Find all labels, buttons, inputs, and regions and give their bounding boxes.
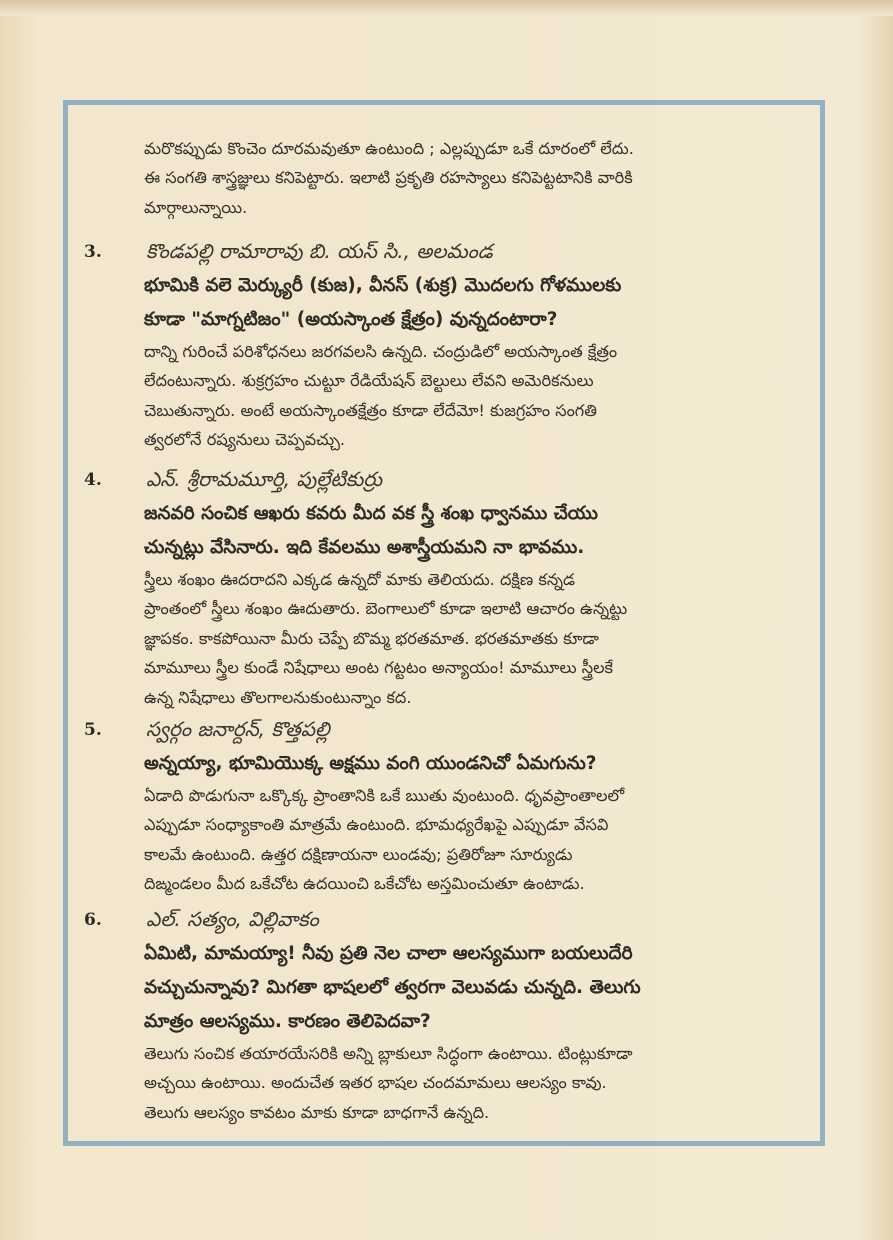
intro-answer-block — [86, 134, 776, 234]
question-line: చున్నట్లు వేసినారు. ఇది కేవలము అశాస్త్రీయమని నా భావము. — [144, 537, 585, 558]
asker-name: ఎల్. సత్యం, విల్లివాకం — [146, 907, 319, 931]
qa-entry — [86, 712, 776, 902]
question-line: భూమికి వలె మెర్క్యురీ (కుజ), వీనస్ (శుక్ర) మొదలగు గోళములకు — [144, 275, 622, 296]
answer-line: దిఙ్మండలం మీద ఒకేచోట ఉదయించి ఒకేచోట అస్తమించుతూ ఉంటాడు. — [144, 874, 585, 894]
answer-line: దాన్ని గురించే పరిశోధనలు జరగవలసి ఉన్నది. చంద్రుడిలో అయస్కాంత క్షేత్రం — [144, 342, 618, 361]
answer-line: లేదంటున్నారు. శుక్రగ్రహం చుట్టూ రేడియేషన్ బెల్టులు లేవని అమెరికనులు — [144, 371, 594, 391]
answer-line: జ్ఞాపకం. కాకపోయినా మీరు చెప్పే బొమ్మ భరతమాత. భరతమాతకు కూడా — [144, 628, 599, 648]
answer-line: ప్రాంతంలో స్త్రీలు శంఖం ఊదుతారు. బెంగాలులో కూడా ఇలాటి ఆచారం ఉన్నట్టు — [144, 599, 628, 619]
qa-column — [86, 134, 776, 1132]
answer-line: చెబుతున్నారు. అంటే అయస్కాంతక్షేత్రం కూడా లేదేమో! కుజగ్రహం సంగతి — [144, 400, 597, 420]
asker-name: కొండపల్లి రామారావు బి. యస్ సి., అలమండ — [146, 239, 493, 263]
question-line: అన్నయ్యా, భూమియొక్క అక్షము వంగి యుండనిచో ఏమగును? — [144, 753, 597, 774]
qa-entry — [86, 902, 776, 1132]
answer-line: ఎప్పుడూ సంధ్యాకాంతి మాత్రమే ఉంటుంది. భూమధ్యరేఖపై ఎప్పుడూ వేసవి — [144, 815, 609, 835]
answer-line: మామూలు స్త్రీల కుండే నిషేధాలు అంట గట్టటం అన్యాయం! మామూలు స్త్రీలకే — [144, 658, 614, 678]
entry-number: 5. — [84, 720, 102, 740]
answer-line: తెలుగు ఆలస్యం కావటం మాకు కూడా బాధగానే ఉన్నది. — [144, 1102, 490, 1122]
answer-line: త్వరలోనే రష్యనులు చెప్పవచ్చు. — [144, 430, 346, 450]
answer-line: మార్గాలున్నాయి. — [144, 197, 248, 217]
question-line: మాత్రం ఆలస్యము. కారణం తెలిపెదవా? — [144, 1011, 431, 1032]
question-line: కూడా "మాగ్నటిజం" (అయస్కాంత క్షేత్రం) వున్నదంటారా? — [144, 309, 558, 330]
question-line: ఏమిటి, మామయ్యా! నీవు ప్రతి నెల చాలా ఆలస్యముగా బయలుదేరి — [144, 943, 633, 964]
entry-number: 6. — [84, 910, 102, 930]
answer-line: ఏడాది పొడుగునా ఒక్కొక్క ప్రాంతానికి ఒకే ఋతు వుంటుంది. ధృవప్రాంతాలలో — [144, 786, 625, 805]
question-line: జనవరి సంచిక ఆఖరు కవరు మీద వక స్త్రీ శంఖ ధ్వానము చేయు — [144, 503, 598, 524]
answer-line: స్త్రీలు శంఖం ఊదరాదని ఎక్కడ ఉన్నదో మాకు తెలియదు. దక్షిణ కన్నడ — [144, 570, 575, 589]
asker-name: స్వర్గం జనార్దన్, కొత్తపల్లి — [146, 717, 330, 741]
answer-line: కాలమే ఉంటుంది. ఉత్తర దక్షిణాయనా లుండవు; ప్రతిరోజూ సూర్యుడు — [144, 844, 573, 864]
entry-number: 4. — [84, 470, 102, 490]
page-top-shadow — [0, 0, 893, 16]
answer-line: మరొకప్పుడు కొంచెం దూరమవుతూ ఉంటుంది ; ఎల్లప్పుడూ ఒకే దూరంలో లేదు. — [144, 139, 634, 158]
entry-number: 3. — [84, 242, 102, 262]
answer-line: ఉన్న నిషేధాలు తొలగాలనుకుంటున్నాం కద. — [144, 687, 412, 707]
answer-line: అచ్చయి ఉంటాయి. అందుచేత ఇతర భాషల చందమామలు ఆలస్యం కావు. — [144, 1073, 607, 1093]
qa-entry — [86, 234, 776, 462]
question-line: వచ్చుచున్నావు? మిగతా భాషలలో త్వరగా వెలువడు చున్నది. తెలుగు — [144, 977, 641, 998]
asker-name: ఎన్. శ్రీరామమూర్తి, పుల్లేటికుర్రు — [146, 467, 383, 491]
qa-entry — [86, 462, 776, 712]
answer-line: ఈ సంగతి శాస్త్రజ్ఞులు కనిపెట్టారు. ఇలాటి ప్రకృతి రహస్యాలు కనిపెట్టటానికి వారికి — [144, 168, 633, 188]
answer-line: తెలుగు సంచిక తయారయేసరికి అన్ని బ్లాకులూ సిద్ధంగా ఉంటాయి. టింట్లుకూడా — [144, 1044, 633, 1063]
